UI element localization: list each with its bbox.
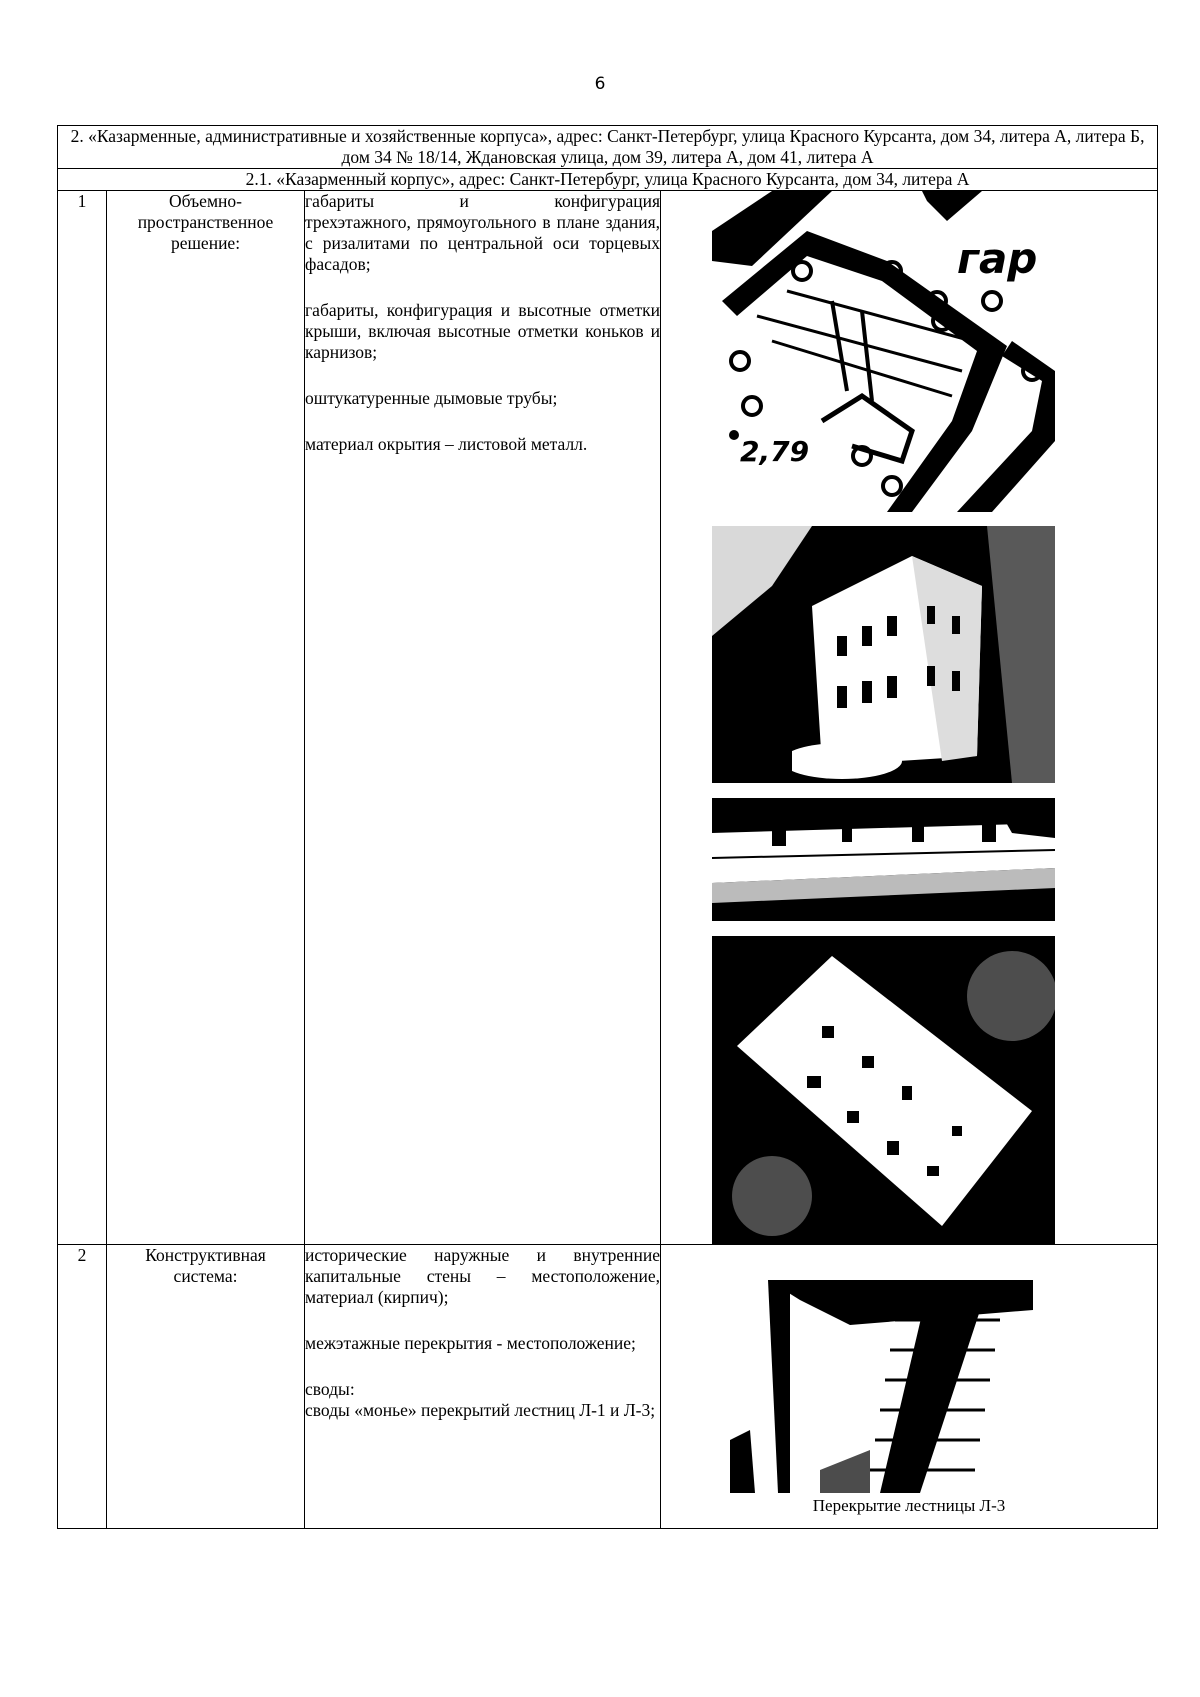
description-text: оштукатуренные дымовые трубы; — [305, 388, 558, 408]
description-text: исторические наружные и внутренние капитальные стены – местоположение, материал (кирпич); — [305, 1245, 660, 1307]
description-text: трехэтажного, прямоугольного в плане здания, с ризалитами по центральной оси торцевых фасадов; — [305, 212, 660, 274]
description-text: межэтажные перекрытия - местоположение; — [305, 1333, 636, 1353]
photo-caption: Перекрытие лестницы Л-3 — [812, 1496, 1006, 1515]
description-text: габариты и конфигурация — [305, 191, 660, 211]
description-text: своды: — [305, 1379, 355, 1399]
page-number: 6 — [594, 74, 606, 94]
subsection-header-row — [58, 169, 1158, 191]
section-header-row — [58, 126, 1158, 169]
row-name — [107, 1245, 305, 1529]
row-name — [107, 191, 305, 1245]
table-row — [58, 1245, 1158, 1529]
map-label: гар — [957, 234, 1038, 283]
table-row — [58, 191, 1158, 1245]
description-text: материал окрытия – листовой металл. — [305, 434, 588, 454]
row-description — [305, 191, 661, 1245]
subsection-header: 2.1. «Казарменный корпус», адрес: Санкт-Петербург, улица Красного Курсанта, дом 34, литера А — [58, 169, 1158, 191]
description-text: своды «монье» перекрытий лестниц Л-1 и Л-3; — [305, 1400, 656, 1420]
row-name-line: решение: — [170, 233, 241, 253]
description-text: габариты, конфигурация и высотные отметки крыши, включая высотные отметки коньков и карнизов; — [305, 300, 660, 362]
row-images — [661, 191, 1158, 1245]
site-plan-image — [712, 191, 1055, 512]
row-number: 1 — [58, 191, 107, 1245]
row-name-line: Объемно- — [169, 191, 242, 211]
row-name-line: пространственное — [137, 212, 274, 232]
row-name-line: система: — [173, 1266, 238, 1286]
row-name-line: Конструктивная — [145, 1245, 266, 1265]
row-images — [661, 1245, 1158, 1529]
section-header: 2. «Казарменные, административные и хозяйственные корпуса», адрес: Санкт-Петербург, улица Красного Курсанта, дом 34, литера А, литера Б, дом 34 № 18/14, Ждановская улица, дом 39, литера А, дом 41, литера А — [58, 126, 1158, 169]
aerial-photo — [712, 936, 1055, 1244]
roof-photo — [712, 798, 1055, 921]
map-label: 2,79 — [740, 435, 810, 468]
staircase-vault-photo — [730, 1280, 1033, 1493]
row-description — [305, 1245, 661, 1529]
facade-photo — [712, 526, 1055, 783]
row-number: 2 — [58, 1245, 107, 1529]
protection-subject-table — [57, 125, 1158, 1529]
